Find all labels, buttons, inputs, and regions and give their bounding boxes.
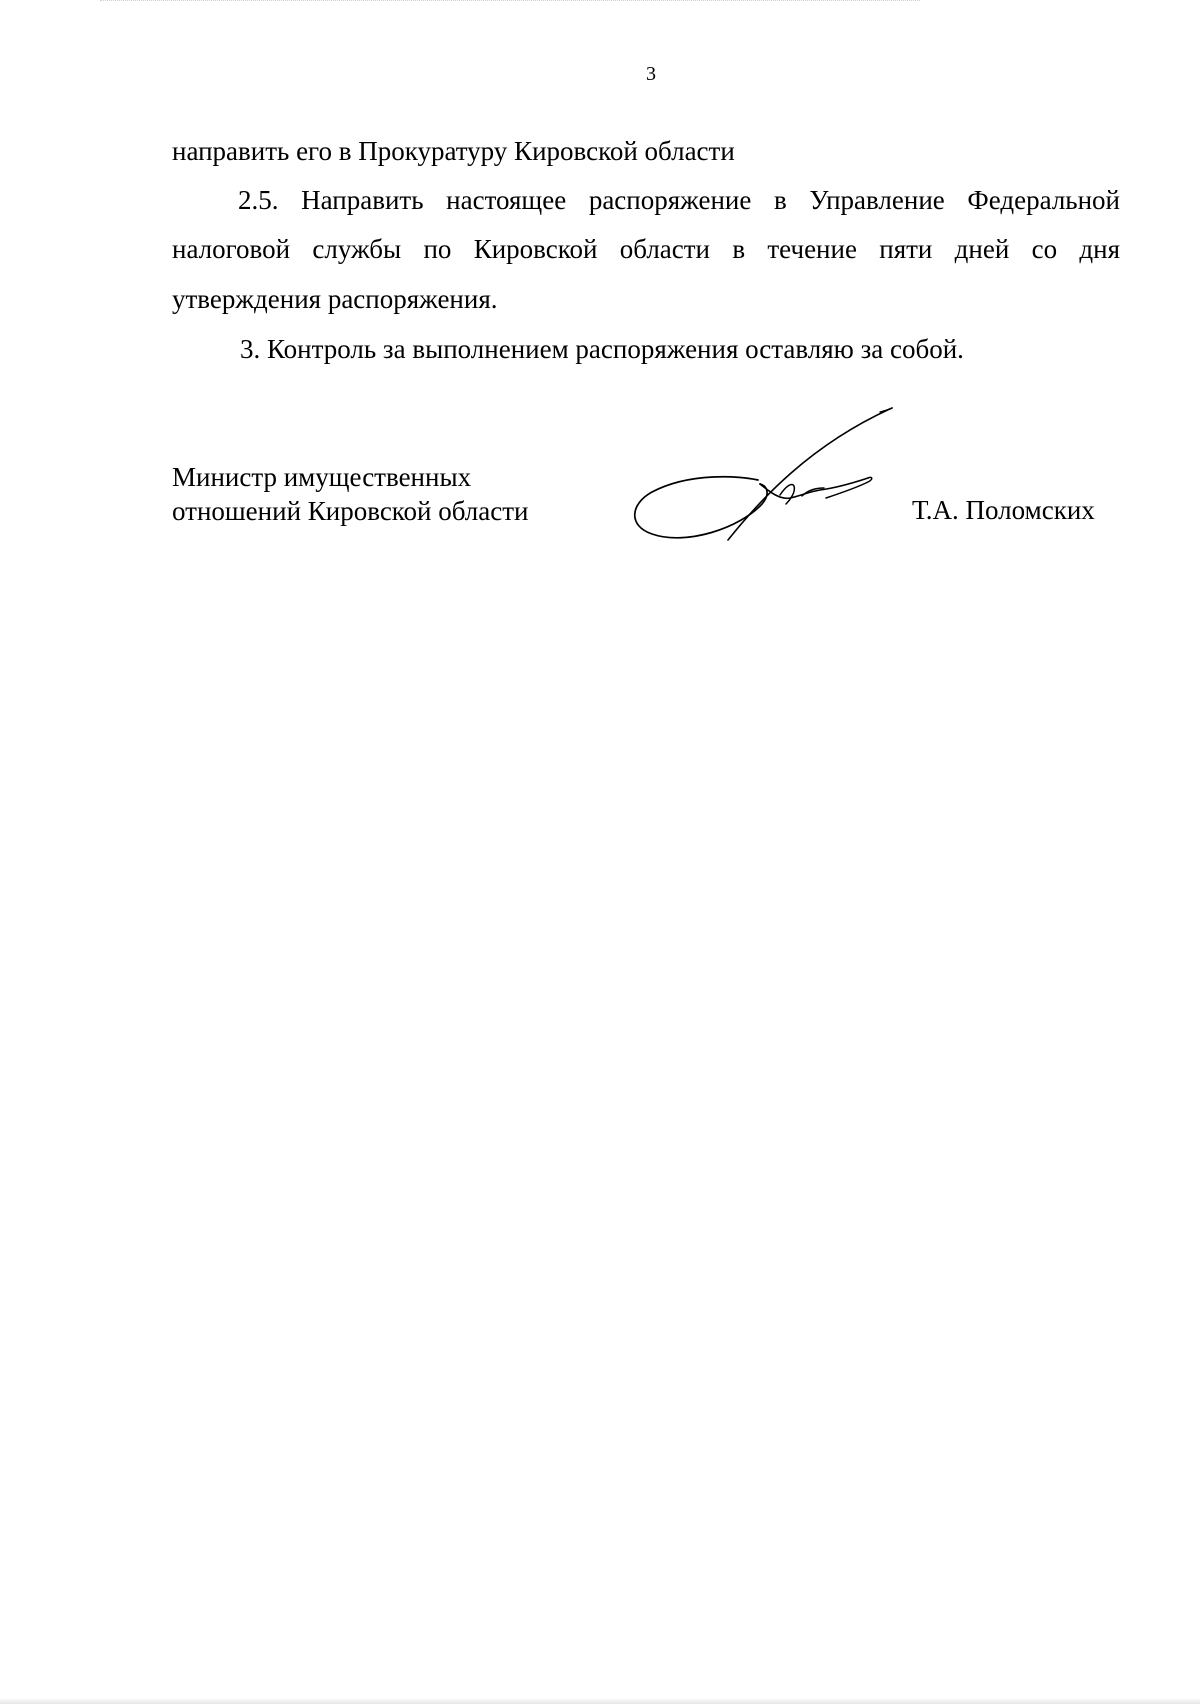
signatory-title-line-2: отношений Кировской области [172,496,529,526]
paragraph-3: 3. Контроль за выполнением распоряжения оставляю за собой. [240,334,964,364]
handwritten-signature-icon [630,400,910,550]
paragraph-2-5-line-1: 2.5. Направить настоящее распоряжение в Управление Федеральной [238,185,1120,215]
scan-edge-bottom [0,1698,1200,1704]
scan-edge-top [100,0,920,3]
signatory-name: Т.А. Поломских [912,495,1095,525]
signatory-title [172,460,529,528]
paragraph-2-5-line-2: налоговой службы по Кировской области в течение пяти дней со дня [172,234,1120,264]
paragraph-2-5-line-3: утверждения распоряжения. [172,284,498,314]
paragraph-continuation: направить его в Прокуратуру Кировской области [172,136,735,166]
page-number: 3 [646,63,656,85]
signatory-title-line-1: Министр имущественных [172,462,472,492]
